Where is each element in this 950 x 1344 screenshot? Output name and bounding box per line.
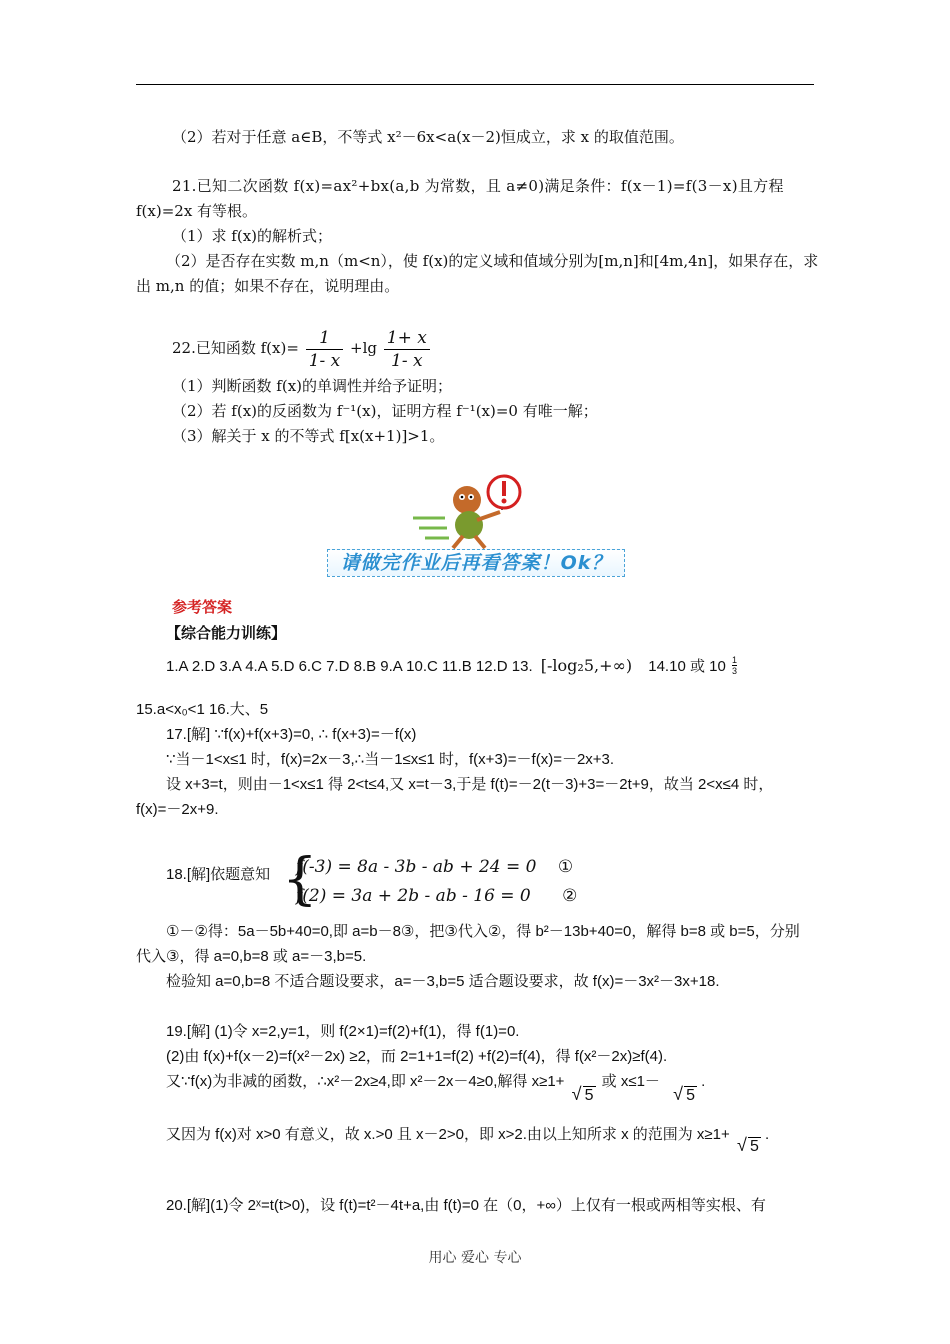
q21-line2: f(x)=2x 有等根。 xyxy=(136,202,258,220)
q18-line3: 检验知 a=0,b=8 不适合题设要求，a=－3,b=5 适合题设要求，故 f(x)=－3x²－3x+18. xyxy=(166,973,720,990)
q19-line3-or: 或 x≤1－ xyxy=(601,1073,660,1090)
q18-eq1-marker: ① xyxy=(557,857,574,877)
q17-line4: f(x)=－2x+9. xyxy=(136,801,219,818)
answers-mc-line xyxy=(166,655,739,678)
q19-line2: (2)由 f(x)+f(x－2)=f(x²－2x) ≥2，而 2=1+1=f(2) +f(2)=f(4)，得 f(x²－2x)≥f(4). xyxy=(166,1048,668,1065)
q20-answer-line1: 20.[解](1)令 2ˣ=t(t>0)，设 f(t)=t²－4t+a,由 f(t)=0 在（0，+∞）上仅有一根或两相等实根、有 xyxy=(166,1197,766,1214)
q22-part2: （2）若 f(x)的反函数为 f⁻¹(x)，证明方程 f⁻¹(x)=0 有唯一解； xyxy=(172,402,598,420)
q22-plus-lg: +lg xyxy=(350,339,378,357)
page-footer: 用心 爱心 专心 xyxy=(428,1250,522,1266)
q22-frac2-denominator: 1- x xyxy=(391,350,423,371)
q19-line3 xyxy=(166,1071,706,1104)
q22-frac2-numerator: 1+ x xyxy=(384,327,430,350)
q21-part2b: 出 m,n 的值；如果不存在，说明理由。 xyxy=(136,277,400,295)
answers-section-title: 【综合能力训练】 xyxy=(166,625,287,642)
q15-16-answers: 15.a<x₀<1 16.大、5 xyxy=(136,701,269,718)
q18-equation-1 xyxy=(296,856,573,878)
q14-exp-den: 3 xyxy=(731,666,737,676)
q22-part3: （3）解关于 x 的不等式 f[x(x+1)]>1。 xyxy=(172,427,445,445)
header-rule xyxy=(136,84,814,85)
mc-answers: 1.A 2.D 3.A 4.A 5.D 6.C 7.D 8.B 9.A 10.C 11.B 12.D 13. xyxy=(166,658,533,675)
q19-line3-period: . xyxy=(701,1073,706,1090)
answers-heading: 参考答案 xyxy=(172,599,233,616)
q19-line4-text: 又因为 f(x)对 x>0 有意义，故 x.>0 且 x－2>0，即 x>2.由以上知所求 x 的范围为 x≥1+ xyxy=(166,1126,730,1143)
sqrt-five: √ 5 xyxy=(583,1086,596,1105)
q17-line3: 设 x+3=t，则由－1<x≤1 得 2<t≤4,又 x=t－3,于是 f(t)=－2(t－3)+3=－2t+9，故当 2<x≤4 时， xyxy=(166,776,774,793)
q17-line2: ∵当－1<x≤1 时，f(x)=2x－3,∴当－1≤x≤1 时，f(x+3)=－f(x)=－2x+3. xyxy=(166,751,615,768)
q22-fraction-2 xyxy=(384,327,430,372)
q17-line1: 17.[解] ∵f(x)+f(x+3)=0, ∴ f(x+3)=－f(x) xyxy=(166,726,417,743)
q20-part2: （2）若对于任意 a∈B，不等式 x²－6x<a(x－2)恒成立，求 x 的取值范围。 xyxy=(172,128,684,146)
q18-prefix: 18.[解]依题意知 xyxy=(166,866,271,883)
q22-fraction-1 xyxy=(306,327,344,372)
q21-line1: 21.已知二次函数 f(x)=ax²+bx(a,b 为常数，且 a≠0)满足条件：f(x－1)=f(3－x)且方程 xyxy=(172,177,784,195)
q18-eq2-marker: ② xyxy=(562,886,578,906)
q21-part2a: （2）是否存在实数 m,n（m<n），使 f(x)的定义域和值域分别为[m,n]和[4m,4n]，如果存在，求 xyxy=(166,252,819,270)
q14-answer: 14.10 或 10 xyxy=(648,658,726,675)
q18-equation-2 xyxy=(296,885,577,907)
q18-line2: 代入③，得 a=0,b=8 或 a=－3,b=5. xyxy=(136,948,367,965)
q21-part1: （1）求 f(x)的解析式； xyxy=(172,227,333,245)
q14-exp-num: 1 xyxy=(731,655,737,665)
q22-statement xyxy=(172,324,432,372)
q22-frac1-denominator: 1- x xyxy=(308,350,341,371)
q18-system-brace: { xyxy=(282,847,318,912)
q14-exponent-fraction xyxy=(732,655,737,676)
q18-eq2-text: f(2) = 3a + 2b - ab - 16 = 0 xyxy=(296,886,531,906)
exclamation-icon xyxy=(484,472,524,512)
q19-line4-period: . xyxy=(765,1126,770,1143)
q22-part1: （1）判断函数 f(x)的单调性并给予证明； xyxy=(172,377,453,395)
q19-line3-text: 又∵f(x)为非减的函数，∴x²－2x≥4,即 x²－2x－4≥0,解得 x≥1+ xyxy=(166,1073,565,1090)
q19-line4 xyxy=(166,1124,770,1155)
q13-answer: [-log₂5,+∞) xyxy=(540,656,633,675)
q22-frac1-numerator: 1 xyxy=(306,327,344,350)
q19-line1: 19.[解] (1)令 x=2,y=1，则 f(2×1)=f(2)+f(1)，得 f(1)=0. xyxy=(166,1023,520,1040)
banner-reminder: 请做完作业后再看答案！Ok？ xyxy=(327,549,625,577)
q22-prefix: 22.已知函数 f(x)= xyxy=(172,339,299,357)
sqrt-five: √ 5 xyxy=(684,1086,697,1105)
q18-line1: ①－②得：5a－5b+40=0,即 a=b－8③，把③代入②，得 b²－13b+40=0，解得 b=8 或 b=5，分别 xyxy=(166,923,800,940)
sqrt-five: √ 5 xyxy=(748,1137,761,1156)
q18-eq1-text: f(-3) = 8a - 3b - ab + 24 = 0 xyxy=(296,857,537,877)
